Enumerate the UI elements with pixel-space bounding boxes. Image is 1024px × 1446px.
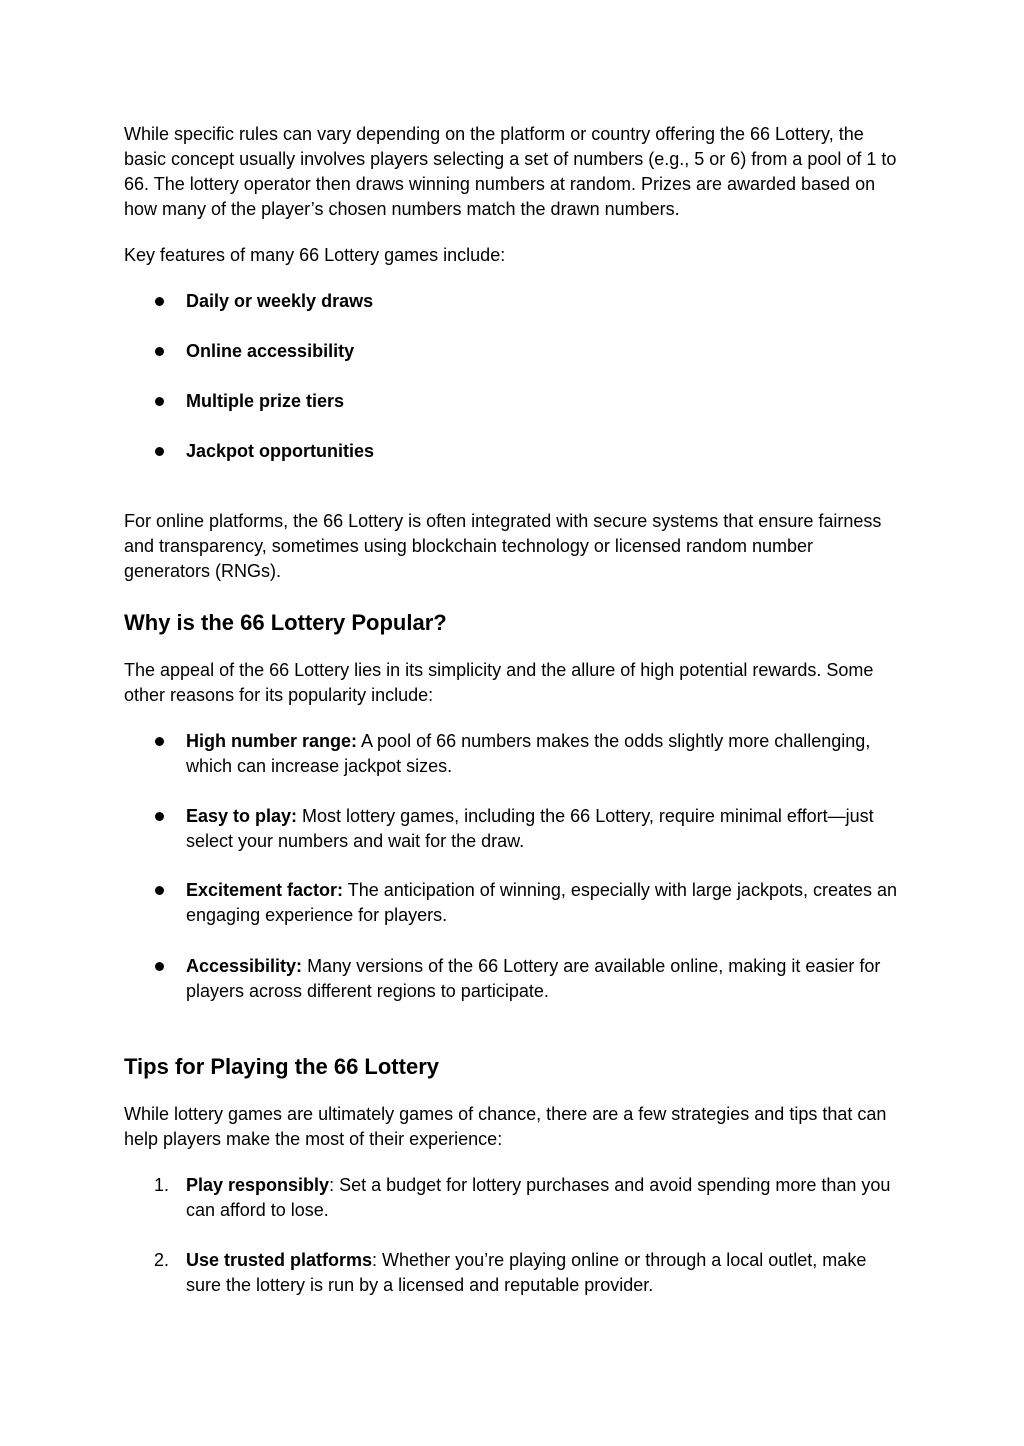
bullet-icon	[155, 447, 164, 456]
bullet-icon	[155, 397, 164, 406]
bullet-icon	[155, 886, 164, 895]
list-item-text	[186, 804, 899, 854]
section-heading-popular: Why is the 66 Lottery Popular?	[124, 610, 447, 635]
item-term: High number range:	[186, 731, 358, 751]
bullet-icon	[155, 297, 164, 306]
list-item-text	[186, 729, 899, 779]
feature-label: Daily or weekly draws	[186, 291, 374, 311]
item-description: : Whether you’re playing online or through a local outlet, make sure the lottery is run by a licensed and reputable provider.	[186, 1250, 867, 1295]
item-term: Accessibility:	[186, 956, 303, 976]
list-number: 1.	[154, 1175, 170, 1195]
popular-intro: The appeal of the 66 Lottery lies in its simplicity and the allure of high potential rewards. Some other reasons for its popularity include:	[124, 660, 874, 705]
list-item-text	[186, 1173, 899, 1223]
item-description: Many versions of the 66 Lottery are available online, making it easier for players across different regions to participate.	[186, 956, 881, 1001]
bullet-icon	[155, 347, 164, 356]
list-number: 2.	[154, 1250, 170, 1270]
item-term: Easy to play:	[186, 806, 298, 826]
feature-label: Online accessibility	[186, 341, 355, 361]
section-heading-tips: Tips for Playing the 66 Lottery	[124, 1054, 439, 1079]
intro-paragraph: While specific rules can vary depending on the platform or country offering the 66 Lottery, the basic concept usually involves players selecting a set of numbers (e.g., 5 or 6) from a pool of 1 to 66. The lottery operator then draws winning numbers at random. Prizes are awarded based on how many of the player’s chosen numbers match the drawn numbers.	[124, 124, 897, 219]
list-item-text	[186, 954, 899, 1004]
item-term: Excitement factor:	[186, 880, 344, 900]
bullet-icon	[155, 737, 164, 746]
item-term: Use trusted platforms	[186, 1250, 373, 1270]
bullet-icon	[155, 962, 164, 971]
list-item-text	[186, 878, 899, 928]
list-item-text	[186, 1248, 899, 1298]
bullet-icon	[155, 812, 164, 821]
item-description: The anticipation of winning, especially with large jackpots, creates an engaging experience for players.	[186, 880, 898, 925]
item-description: : Set a budget for lottery purchases and avoid spending more than you can afford to lose.	[186, 1175, 891, 1220]
tips-intro: While lottery games are ultimately games of chance, there are a few strategies and tips that can help players make the most of their experience:	[124, 1104, 887, 1149]
item-term: Play responsibly	[186, 1175, 330, 1195]
online-paragraph: For online platforms, the 66 Lottery is often integrated with secure systems that ensure fairness and transparency, sometimes using blockchain technology or licensed random number generators (RNGs).	[124, 511, 882, 581]
feature-label: Jackpot opportunities	[186, 441, 375, 461]
item-description: Most lottery games, including the 66 Lottery, require minimal effort—just select your numbers and wait for the draw.	[186, 806, 874, 851]
item-description: A pool of 66 numbers makes the odds slightly more challenging, which can increase jackpot sizes.	[186, 731, 871, 776]
feature-label: Multiple prize tiers	[186, 391, 345, 411]
key-features-intro: Key features of many 66 Lottery games include:	[124, 245, 506, 265]
